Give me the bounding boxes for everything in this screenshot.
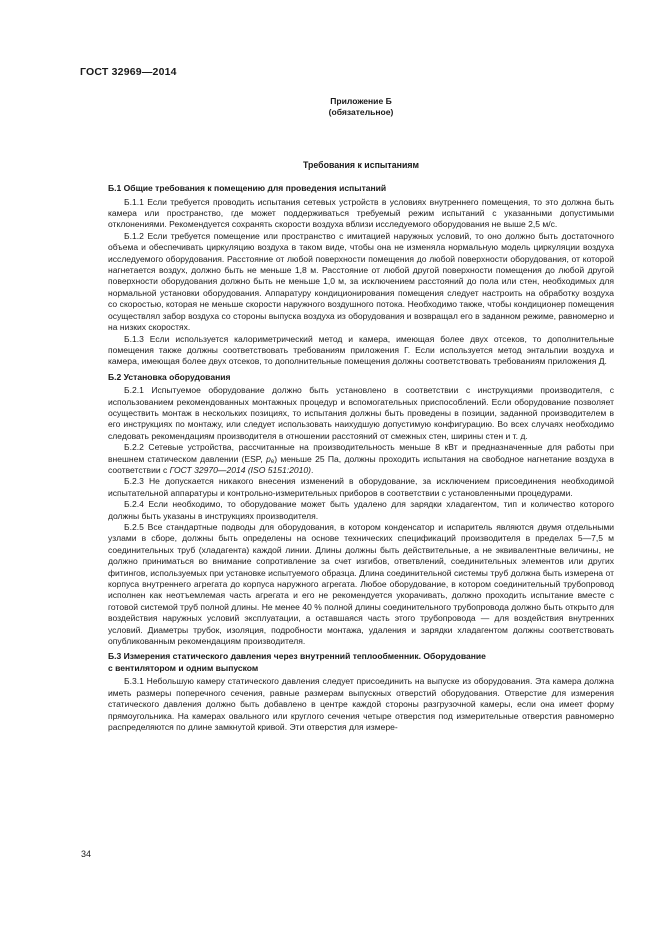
pressure-variable: p bbox=[266, 453, 271, 464]
paragraph-b2-2-part-c: . bbox=[311, 464, 314, 475]
paragraph-b1-3: Б.1.3 Если используется калориметрический метод и камера, имеющая более двух отсеков, то дополнительные помещения также должны соответствовать требованиям приложения Г. Если используется метод энтальпии воздуха и камера, имеющая более двух отсеков, то дополнительные помещения должны соответствовать требованиям приложения Д. bbox=[108, 333, 614, 367]
standard-reference-link: ГОСТ 32970—2014 (ISO 5151:2010) bbox=[169, 464, 312, 475]
paragraph-b2-2 bbox=[108, 442, 614, 476]
paragraph-b2-5: Б.2.5 Все стандартные подводы для оборудования, в котором конденсатор и испаритель являются двумя отдельными узлами в сборе, должны быть определены на основе технических спецификаций производителя в пределах 5—7,5 м соединительных труб (хладагента) каждой линии. Длины должны быть действительные, а не эквивалентные величины, не должно приниматься во внимание сопротивление за счет изгибов, ответвлений, соединительных элементов или других фитингов, используемых при установке испытуемого образца. Длина соединительной системы труб должна быть измерена от корпуса внутреннего агрегата до корпуса наружного агрегата. Любое оборудование, в котором соединительный трубопровод исполнен как неотъемлемая часть агрегата и его не рекомендуется укорачивать, должно проходить испытание вместе с готовой системой труб полной длины. Не менее 40 % полной длины соединительного трубопровода должно быть открыто для воздействия наружных условий эксплуатации, а оставшаяся часть этого трубопровода — для воздействия внутренних условий. Диаметры трубок, изоляция, подробности монтажа, удаления и зарядки хладагентом должны соответствовать опубликованным рекомендациям производителя. bbox=[108, 522, 614, 647]
page-content bbox=[108, 96, 614, 733]
appendix-status: (обязательное) bbox=[328, 107, 394, 118]
section-heading-b2: Б.2 Установка оборудования bbox=[108, 371, 231, 382]
main-title: Требования к испытаниям bbox=[302, 159, 419, 170]
section-heading-b3-line1: Б.3 Измерения статического давления через внутренний теплообменник. Оборудование bbox=[108, 651, 486, 662]
page-number: 34 bbox=[81, 849, 92, 859]
section-heading-b3 bbox=[108, 651, 614, 674]
appendix-caption bbox=[108, 96, 614, 119]
paragraph-b2-3: Б.2.3 Не допускается никакого внесения изменений в оборудование, за исключением присоединения необходимой испытательной аппаратуры и контрольно-измерительных приборов в соответствии с установленными процедурами. bbox=[108, 476, 614, 498]
paragraph-b3-1: Б.3.1 Небольшую камеру статического давления следует присоединить на выпуске из оборудования. Эта камера должна иметь размеры поперечного сечения, равные размерам выпускных отверстий оборудования. Отверстие для измерения статического давления должно быть добавлено в центре каждой стороны разгрузочной камеры, если она имеет форму прямоугольника. На камерах овального или круглого сечения четыре отверстия под измерительные отверстия равномерно распределяются по длине замкнутой кривой. Эти отверстия для измере- bbox=[108, 676, 614, 732]
standard-header: ГОСТ 32969—2014 bbox=[80, 66, 177, 78]
paragraph-b2-4: Б.2.4 Если необходимо, то оборудование может быть удалено для зарядки хладагентом, тип и количество которого должны быть указаны в инструкциях производителя. bbox=[108, 499, 614, 521]
appendix-title: Приложение Б bbox=[330, 96, 392, 106]
paragraph-b2-2-part-a: Б.2.2 Сетевые устройства, рассчитанные на производительность меньше 8 кВт и предназначенные для работы при внешнем статическом давлении (ESP, bbox=[108, 442, 614, 464]
section-heading-b1: Б.1 Общие требования к помещению для проведения испытаний bbox=[108, 183, 387, 194]
section-heading-b3-line2: с вентилятором и одним выпуском bbox=[108, 662, 259, 673]
paragraph-b2-2-part-b: ) меньше 25 Па, должны проходить испытания на свободное нагнетание воздуха в соответствии с bbox=[108, 453, 614, 475]
paragraph-b1-2: Б.1.2 Если требуется помещение или пространство с имитацией наружных условий, то оно должно быть достаточного объема и обеспечивать циркуляцию воздуха в таком виде, чтобы она не изменяла нормальную модель циркуляции воздуха исследуемого оборудования. Расстояние от любой поверхности помещения до любой поверхности оборудования, от которой нагнетается воздух, должно быть не меньше 1,8 м. Расстояние от любой другой поверхности помещения до любой другой поверхности оборудования должно быть не меньше 1,0 м, за исключением расстояний до пола или стен, необходимых для нормальной установки оборудования. Аппаратуру кондиционирования помещения следует настроить на обработку воздуха со скоростью, которая не меньше скорости наружного воздушного потока. Необходимо также, чтобы кондиционер помещения осуществлял забор воздуха со стороны выпуска воздуха из оборудования и возвращал его в заданном режиме, равномерно и на низких скоростях. bbox=[108, 230, 614, 333]
paragraph-b2-1: Б.2.1 Испытуемое оборудование должно быть установлено в соответствии с инструкциями производителя, с использованием рекомендованных монтажных процедур и вспомогательных приспособлений. Если оборудование позволяет осуществить монтаж в нескольких позициях, то испытания должны быть проведены в позиции, заданной производителем в его инструкциях по монтажу, или следует использовать наихудшую допустимую конфигурацию. Во всех случаях необходимо следовать рекомендациям производителя в отношении расстояний от смежных стен, ширины стен и т. д. bbox=[108, 385, 614, 441]
paragraph-b1-1: Б.1.1 Если требуется проводить испытания сетевых устройств в условиях внутреннего помещения, то это должна быть камера или пространство, где может поддерживаться требуемый режим испытаний с указанными допустимыми отклонениями. Рекомендуется сохранять скорости воздуха вблизи исследуемого оборудования не выше 2,5 м/с. bbox=[108, 196, 614, 230]
pressure-subscript: e bbox=[270, 458, 275, 465]
